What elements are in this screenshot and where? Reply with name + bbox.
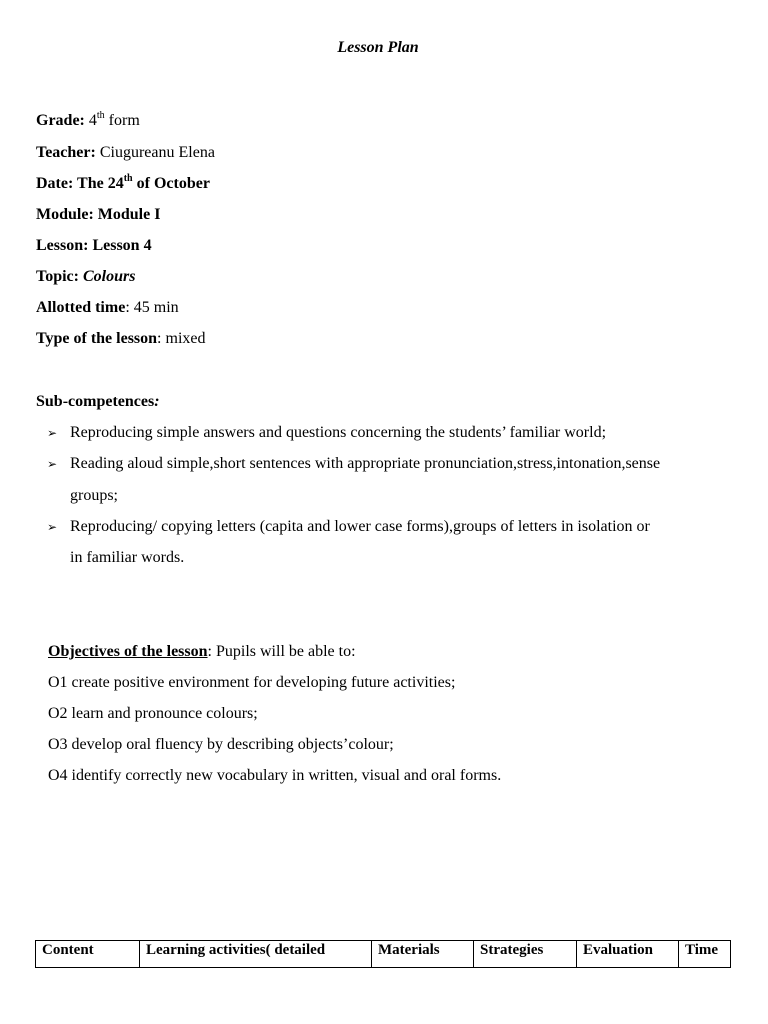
topic-line bbox=[36, 267, 135, 287]
grade-line bbox=[36, 111, 140, 131]
table-header-cell: Learning activities( detailed bbox=[140, 941, 372, 968]
table-header-row bbox=[36, 941, 731, 968]
lesson-type-value: : mixed bbox=[157, 330, 206, 347]
table-header-cell: Strategies bbox=[474, 941, 577, 968]
allotted-time-line bbox=[36, 298, 179, 318]
subcompetence-item-continued: in familiar words. bbox=[70, 549, 185, 566]
subcompetences-heading bbox=[36, 392, 160, 412]
bullet-arrow-icon: ➢ bbox=[47, 426, 58, 440]
teacher-value: Ciugureanu Elena bbox=[95, 144, 215, 161]
allotted-time-value: : 45 min bbox=[125, 299, 179, 316]
lesson-table bbox=[35, 940, 731, 968]
grade-rest: form bbox=[104, 112, 140, 129]
table-header-cell: Materials bbox=[372, 941, 474, 968]
topic-value: Colours bbox=[82, 268, 136, 285]
grade-label: Grade: bbox=[36, 112, 85, 129]
subcompetence-item: Reproducing/ copying letters (capita and lower case forms),groups of letters in isolation or bbox=[70, 518, 650, 535]
table-header-cell: Evaluation bbox=[577, 941, 679, 968]
topic-label: Topic: bbox=[36, 268, 79, 285]
date-rest: of October bbox=[132, 175, 210, 192]
subcompetence-item: Reproducing simple answers and questions concerning the students’ familiar world; bbox=[70, 424, 607, 441]
objectives-heading bbox=[48, 642, 356, 662]
lesson-line bbox=[36, 236, 152, 256]
objective-item: O1 create positive environment for developing future activities; bbox=[48, 674, 456, 691]
module-line bbox=[36, 205, 160, 225]
subcompetences-colon: : bbox=[154, 393, 160, 410]
allotted-time-label: Allotted time bbox=[36, 299, 126, 316]
subcompetence-item: Reading aloud simple,short sentences with appropriate pronunciation,stress,intonation,sense bbox=[70, 455, 661, 472]
date-label: Date: The 24 bbox=[36, 175, 124, 192]
bullet-arrow-icon: ➢ bbox=[47, 520, 58, 534]
teacher-label: Teacher: bbox=[36, 144, 96, 161]
table-header-cell: Time bbox=[679, 941, 731, 968]
objectives-label: Objectives of the lesson bbox=[48, 643, 208, 660]
grade-suffix: th bbox=[96, 110, 105, 121]
subcompetence-item-continued: groups; bbox=[70, 487, 118, 504]
objective-item: O4 identify correctly new vocabulary in written, visual and oral forms. bbox=[48, 767, 502, 784]
objectives-intro: : Pupils will be able to: bbox=[207, 643, 356, 660]
date-suffix: th bbox=[123, 173, 133, 184]
lesson-type-label: Type of the lesson bbox=[36, 330, 158, 347]
module-text: Module: Module I bbox=[36, 206, 161, 223]
objective-item: O2 learn and pronounce colours; bbox=[48, 705, 258, 722]
lesson-text: Lesson: Lesson 4 bbox=[36, 237, 152, 254]
page-title: Lesson Plan bbox=[337, 39, 419, 56]
subcompetences-label: Sub-competences bbox=[36, 393, 155, 410]
bullet-arrow-icon: ➢ bbox=[47, 457, 58, 471]
grade-number: 4 bbox=[88, 112, 97, 129]
objective-item: O3 develop oral fluency by describing objects’colour; bbox=[48, 736, 394, 753]
date-line bbox=[36, 174, 210, 194]
teacher-line bbox=[36, 143, 215, 163]
lesson-type-line bbox=[36, 329, 205, 349]
table-header-cell: Content bbox=[36, 941, 140, 968]
